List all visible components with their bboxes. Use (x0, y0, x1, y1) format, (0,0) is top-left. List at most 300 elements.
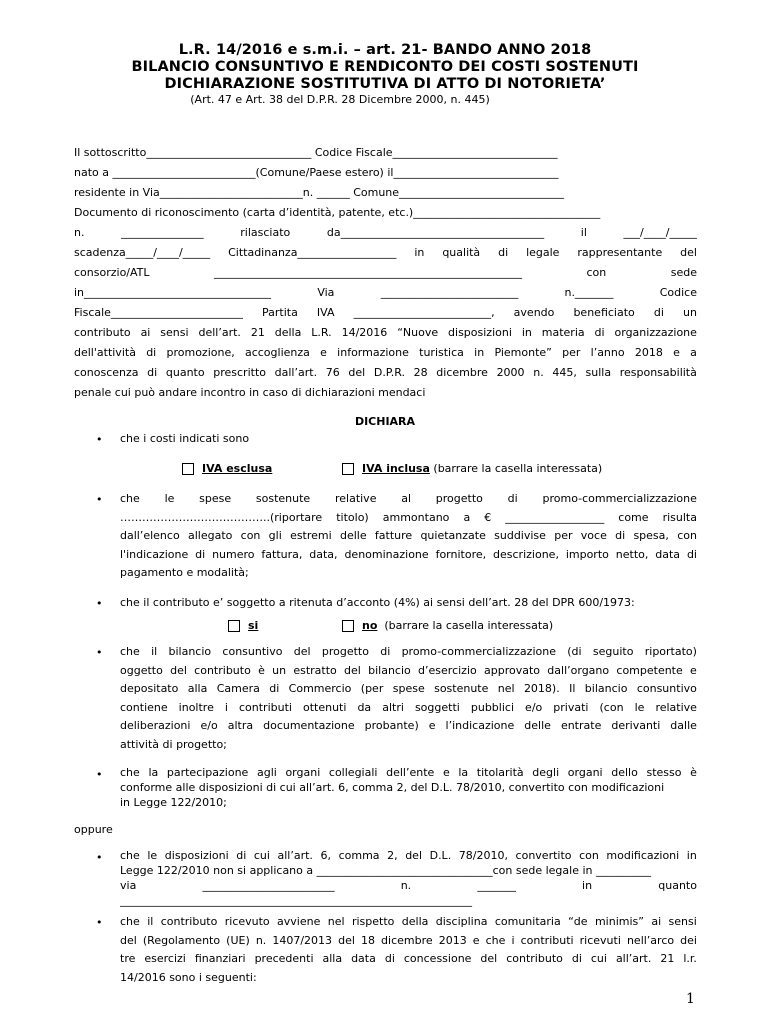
word: organi (567, 766, 603, 779)
bullet-exemption (74, 848, 697, 908)
title-line-3: DICHIARAZIONE SOSTITUTIVA DI ATTO DI NOTORIETA’ (164, 76, 606, 92)
word: (UE) (226, 933, 250, 947)
word: inoltre (178, 700, 214, 714)
word: suddivise (494, 529, 546, 542)
word: _________________________ (380, 286, 519, 299)
word: avviene (277, 915, 321, 928)
word: pubblici (470, 700, 515, 714)
word: dello (611, 766, 638, 779)
word: ________________________________________________________ (214, 266, 523, 279)
word: probante) (364, 719, 419, 732)
withholding-yes-option[interactable] (228, 619, 258, 632)
word: € (484, 510, 492, 524)
word: comma (338, 849, 380, 862)
word: dalle (670, 719, 697, 732)
withholding-no-label: no (362, 619, 378, 632)
declarant-details (74, 143, 697, 403)
word: seguito (592, 645, 634, 658)
bullet-icon: • (96, 646, 103, 659)
vat-choice-note (430, 462, 602, 475)
bullet-final-budget (74, 643, 697, 758)
word: e (472, 933, 480, 947)
word: Fiscale________________________ (74, 306, 243, 319)
word: IVA (316, 306, 335, 319)
word: nell’arco (626, 933, 675, 947)
vat-excluded-checkbox[interactable] (182, 463, 194, 475)
word: consuntivo (636, 682, 697, 695)
word: le (634, 700, 645, 714)
word: con (579, 849, 599, 862)
word: n. (255, 933, 267, 947)
word: Partita (262, 306, 298, 319)
word: con (240, 529, 261, 542)
vat-excluded-label: IVA esclusa (202, 462, 273, 475)
word: le (147, 849, 158, 862)
word: risulta (662, 510, 697, 524)
word: 2000 (496, 366, 525, 379)
word: dei (680, 933, 697, 947)
vat-included-checkbox[interactable] (342, 463, 354, 475)
word: concessione (403, 952, 472, 965)
word: ai (140, 326, 151, 339)
word: l.r. (683, 952, 697, 965)
word: la (148, 766, 159, 779)
word: in (414, 246, 425, 259)
bullet-icon: • (96, 433, 103, 446)
word: 2018 (634, 346, 663, 359)
word: Via (317, 286, 335, 299)
word: esercizi (144, 952, 186, 965)
word: Il (569, 682, 576, 695)
word: tre (120, 952, 136, 965)
word: del (293, 645, 311, 658)
word: 445, (552, 366, 577, 379)
word: ________________________ (202, 879, 335, 892)
bullet-governing-bodies (74, 765, 697, 815)
dichiara-heading: DICHIARA (354, 415, 416, 428)
word: oggetto (120, 663, 163, 677)
word: materia (541, 326, 585, 339)
bullet-5-line-1 (120, 765, 697, 780)
word: da_____________________________________ (326, 226, 545, 239)
word: progetto (321, 645, 369, 658)
word: spesa, (633, 529, 669, 542)
word: di (507, 492, 518, 505)
word: consorzio/ATL (74, 266, 150, 279)
withholding-choice-note-text: (barrare la casella interessata) (384, 619, 554, 632)
word: in (521, 326, 532, 339)
word: del (338, 933, 355, 947)
word: promo-commercializzazione (401, 645, 556, 658)
word: _______ (477, 879, 516, 892)
word: disciplina (435, 915, 488, 928)
word: numero (212, 547, 255, 561)
bullet-4-line-3 (120, 680, 697, 699)
vat-excluded-option[interactable] (182, 462, 272, 475)
word: per (562, 346, 581, 359)
bullet-1-text: che i costi indicati sono (120, 432, 250, 445)
word: deliberazioni (120, 719, 191, 732)
title-line-2: BILANCIO CONSUNTIVO E RENDICONTO DEI COSTI SOSTENUTI (131, 59, 639, 75)
word: del (170, 663, 187, 677)
word: di (653, 306, 664, 319)
word: “Nuove (397, 326, 439, 339)
word: come (618, 510, 649, 524)
word: L.R. (311, 326, 332, 339)
word: n. (533, 366, 544, 379)
word: relative (655, 700, 697, 714)
withholding-yes-label: si (248, 619, 259, 632)
intro-line-7 (74, 263, 697, 283)
word: sensi (160, 326, 189, 339)
word: data, (309, 547, 338, 561)
word: all’art. (277, 849, 313, 862)
word: dell’ente (386, 766, 435, 779)
word: …………………………………..(riportare (120, 510, 323, 524)
word: relative (334, 492, 377, 505)
intro-line-4: Documento di riconoscimento (carta d’identità, patente, etc.)__________________________________ (74, 206, 601, 219)
word: l’anno (590, 346, 625, 359)
word: agli (256, 766, 277, 779)
intro-line-2: nato a __________________________(Comune/Paese estero) il______________________________ (74, 166, 559, 179)
word: comunitaria (494, 915, 561, 928)
word: dicembre (436, 366, 488, 379)
word: promozione, (166, 346, 235, 359)
word: importo (565, 547, 609, 561)
word: sostenute (434, 682, 489, 695)
word: nel (497, 682, 515, 695)
word: Cittadinanza__________________ (228, 246, 397, 259)
bullet-2-line-3 (120, 527, 697, 546)
bullet-6-line-1 (120, 848, 697, 863)
word: il (151, 645, 158, 658)
word: del (405, 849, 423, 862)
word: di (686, 547, 697, 561)
word: (con (599, 700, 624, 714)
word: che (120, 766, 140, 779)
word: d’esercizio (418, 663, 477, 677)
word: nel (327, 915, 345, 928)
word: 1407/2013 (272, 933, 333, 947)
intro-line-3: residente in Via__________________________n. ______ Comune______________________________ (74, 186, 565, 199)
bullet-icon: • (96, 597, 103, 610)
word: descrizione, (493, 547, 559, 561)
bullet-5-line-2: conforme alle disposizioni di cui all’art. 6, comma 2, del D.L. 78/2010, convertito con modificazioni (120, 781, 665, 794)
word: altri (382, 700, 404, 714)
intro-line-10 (74, 323, 697, 343)
word: un (272, 663, 287, 677)
word: contributo (74, 326, 131, 339)
word: quanto (165, 366, 205, 379)
withholding-no-checkbox[interactable] (342, 620, 354, 632)
word: __________________ (505, 510, 605, 524)
word: 2018). (523, 682, 560, 695)
word: in (686, 849, 697, 862)
word: 78/2010, (458, 849, 508, 862)
word: di (384, 952, 395, 965)
word: all’art. (615, 952, 652, 965)
word: _______________ (121, 226, 204, 239)
word: del (680, 246, 697, 259)
word: Piemonte” (494, 346, 552, 359)
word: la (458, 766, 469, 779)
word: che (120, 645, 140, 658)
word: progetto (435, 492, 483, 505)
word: i (224, 700, 228, 714)
bullet-vat-status (74, 430, 697, 450)
word: ammontano (382, 510, 450, 524)
word: 2013 (438, 933, 467, 947)
intro-line-8 (74, 283, 697, 303)
word: titolo) (336, 510, 369, 524)
word: bilancio (368, 663, 411, 677)
word: 2, (387, 849, 398, 862)
word: voce (580, 529, 607, 542)
word: per (554, 529, 573, 542)
bullet-6-line-4: ________________________________________________________________ (120, 894, 472, 907)
word: di (594, 326, 605, 339)
intro-line-13: penale cui può andare incontro in caso di dichiarazioni mendaci (74, 386, 426, 399)
withholding-no-option[interactable] (342, 619, 553, 632)
word: competente (616, 663, 683, 677)
word: consuntivo (222, 645, 283, 658)
bullet-icon: • (96, 916, 103, 929)
word: degli (532, 766, 560, 779)
word: cui (253, 849, 270, 862)
word: 21 (250, 326, 265, 339)
word: organi (285, 766, 321, 779)
word: informazione (337, 346, 409, 359)
word: ricevuto (224, 915, 270, 928)
word: n._______ (564, 286, 614, 299)
word: spese (199, 492, 232, 505)
word: (Regolamento (142, 933, 221, 947)
word: del (348, 366, 366, 379)
word: depositato (120, 682, 179, 695)
word: e/o (525, 700, 543, 714)
word: gli (268, 529, 282, 542)
word: conoscenza (74, 366, 139, 379)
word: sostenute (255, 492, 311, 505)
bullet-4-line-4 (120, 699, 697, 718)
vat-choice-note-text: (barrare la casella interessata) (433, 462, 603, 475)
page-number: 1 (686, 991, 695, 1007)
word: della (274, 326, 302, 339)
word: riportato) (644, 645, 697, 658)
word: quietanzate (420, 529, 486, 542)
word: sensi (668, 915, 697, 928)
word: Commercio (288, 682, 352, 695)
word: netto, (615, 547, 649, 561)
word: minimis” (594, 915, 644, 928)
word: (per (360, 682, 384, 695)
word: 21 (660, 952, 675, 965)
bullet-7-line-4: 14/2016 sono i seguenti: (120, 970, 257, 984)
word: che (120, 849, 140, 862)
word: stesso (646, 766, 682, 779)
bullet-4-line-5 (120, 717, 697, 736)
word: fornitore, (435, 547, 487, 561)
word: (di (567, 645, 582, 658)
word: modificazioni (606, 849, 680, 862)
word: n. (74, 226, 85, 239)
word: di (269, 682, 280, 695)
word: della (401, 915, 429, 928)
word: allegato (187, 529, 233, 542)
word: ricevuti (579, 933, 621, 947)
word: contiene (120, 700, 168, 714)
word: l’indicazione (445, 719, 515, 732)
intro-line-6 (74, 243, 697, 263)
word: altra (227, 719, 254, 732)
word: di (615, 529, 626, 542)
word: approvato (484, 663, 541, 677)
intro-line-5 (74, 223, 697, 243)
word: e (673, 346, 680, 359)
word: in (582, 879, 593, 892)
bullet-7-line-1 (120, 913, 697, 932)
word: delle (524, 719, 551, 732)
word: e (428, 719, 436, 732)
word: sede (670, 266, 697, 279)
word: e (690, 663, 697, 677)
word: soggetti (414, 700, 460, 714)
word: promo-commercializzazione (542, 492, 697, 505)
word: accoglienza (244, 346, 310, 359)
word: disposizioni (448, 326, 512, 339)
word: via (120, 879, 137, 892)
word: entrate (560, 719, 602, 732)
word: finanziari (194, 952, 246, 965)
word: n. (400, 879, 412, 892)
word: di (498, 246, 509, 259)
bullet-4-line-1 (120, 643, 697, 662)
bullet-6-line-3 (120, 878, 697, 893)
word: e (320, 346, 327, 359)
word: “de (568, 915, 588, 928)
withholding-yes-checkbox[interactable] (228, 620, 240, 632)
word: fattura, (261, 547, 303, 561)
word: estratto (293, 663, 337, 677)
word: delle (339, 529, 367, 542)
intro-line-1: Il sottoscritto______________________________ Codice Fiscale______________________________ (74, 146, 558, 159)
bullet-icon: • (96, 768, 103, 781)
word: rispetto (351, 915, 395, 928)
word: bilancio (168, 645, 212, 658)
vat-included-option[interactable] (342, 462, 602, 475)
word: del (480, 952, 498, 965)
word: che (485, 933, 506, 947)
word: partecipazione (166, 766, 249, 779)
word: beneficiato (573, 306, 635, 319)
word: del (344, 663, 361, 677)
word: con (586, 266, 607, 279)
word: convertito (515, 849, 572, 862)
word: qualità (442, 246, 481, 259)
word: titolarità (476, 766, 524, 779)
bullet-7-line-2 (120, 932, 697, 951)
word: da (357, 700, 372, 714)
word: dell’art. (198, 326, 241, 339)
bullet-4-line-2 (120, 662, 697, 681)
word: 76 (325, 366, 340, 379)
bullet-7-line-3 (120, 950, 697, 969)
word: a (463, 510, 471, 524)
document-title-block (0, 42, 770, 107)
word: avendo (513, 306, 555, 319)
intro-line-11 (74, 343, 697, 363)
word: organizzazione (614, 326, 697, 339)
word: fatture (374, 529, 413, 542)
word: spese (392, 682, 425, 695)
word: derivanti (611, 719, 661, 732)
word: turistica (419, 346, 464, 359)
word: rappresentante (577, 246, 663, 259)
title-line-1: L.R. 14/2016 e s.m.i. – art. 21- BANDO ANNO 2018 (178, 42, 592, 58)
word: di (195, 547, 206, 561)
word: che (120, 492, 140, 505)
bullet-5-line-3: in Legge 122/2010; (120, 796, 227, 809)
bullet-withholding (74, 594, 697, 614)
word: contributi (238, 700, 292, 714)
word: Camera (216, 682, 260, 695)
word: responsabilità (619, 366, 697, 379)
bullet-3-text: che il contributo e’ soggetto a ritenuta d’acconto (4%) ai sensi dell’art. 28 del DPR 600/1973: (120, 596, 635, 609)
word: dicembre (381, 933, 433, 947)
word: dall’art. (274, 366, 318, 379)
word: contributo (160, 915, 218, 928)
word: legale (526, 246, 560, 259)
bullet-icon: • (96, 493, 103, 506)
word: è (258, 663, 265, 677)
word: di (380, 645, 391, 658)
word: collegiali (328, 766, 378, 779)
word: in__________________________________ (74, 286, 272, 299)
word: è (690, 766, 697, 779)
word: cui (590, 952, 607, 965)
word: e/o (200, 719, 218, 732)
word: ai (651, 915, 662, 928)
word: le (164, 492, 175, 505)
word: contributo (506, 952, 563, 965)
word: ottenuti (302, 700, 347, 714)
word: quanto (658, 879, 697, 892)
bullet-icon: • (96, 851, 103, 864)
word: 14/2016 (341, 326, 388, 339)
word: dall’elenco (120, 529, 180, 542)
word: e (442, 766, 450, 779)
word: data (655, 547, 681, 561)
vat-included-label: IVA inclusa (362, 462, 430, 475)
word: che (120, 915, 140, 928)
word: del (120, 933, 137, 947)
word: al (401, 492, 412, 505)
bullet-2-line-1 (120, 490, 697, 509)
word: D.L. (429, 849, 452, 862)
word: privati (553, 700, 589, 714)
word: 18 (360, 933, 375, 947)
title-subtitle: (Art. 47 e Art. 38 del D.P.R. 28 Dicembre 2000, n. 445) (190, 93, 490, 106)
word: scadenza_____/____/_____ (74, 246, 211, 259)
word: il (147, 915, 154, 928)
word: di (147, 366, 158, 379)
word: precedenti (254, 952, 314, 965)
word: alla (322, 952, 343, 965)
word: prescritto (213, 366, 266, 379)
word: in (474, 346, 485, 359)
word: D.P.R. (373, 366, 405, 379)
withholding-choice-note (377, 619, 553, 632)
